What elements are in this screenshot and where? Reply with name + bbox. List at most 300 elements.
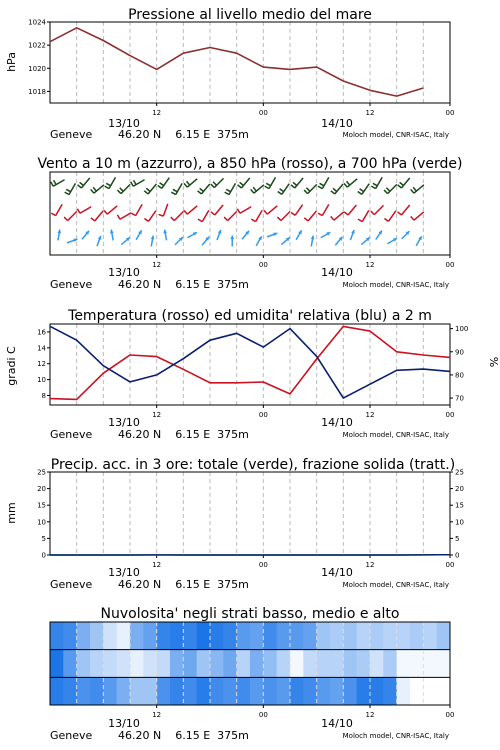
cloud-cell-medio xyxy=(357,650,371,678)
cloud-cell-alto xyxy=(410,622,424,650)
wind-barb-wind_700 xyxy=(384,184,397,193)
cloud-xtick-label: 12 xyxy=(365,711,375,719)
cloud-cell-alto xyxy=(103,622,117,650)
wind-barb-wind_850 xyxy=(237,207,251,214)
cloud-cell-alto xyxy=(303,622,317,650)
cloud-cell-basso xyxy=(290,677,304,705)
wind-barb-flag xyxy=(371,211,375,215)
cloud-cell-basso xyxy=(210,677,224,705)
wind-barb-wind_10m xyxy=(321,232,331,238)
wind-barb-shaft xyxy=(95,211,103,221)
temp-xtick-label: 00 xyxy=(258,411,268,419)
wind-barb-flag xyxy=(277,217,281,221)
wind-barb-wind_850 xyxy=(198,210,209,221)
wind-barb-shaft xyxy=(295,178,303,188)
humidity-line xyxy=(50,326,450,398)
wind-barb-wind_850 xyxy=(411,212,424,220)
wind-barb-wind_10m xyxy=(296,230,302,240)
cloud-cell-medio xyxy=(383,650,397,678)
cloud-title: Nuvolosita' negli strati basso, medio e alto xyxy=(100,606,400,622)
cloud-cell-alto xyxy=(223,622,237,650)
wind-barb-wind_700 xyxy=(91,185,104,193)
wind-barb-wind_700 xyxy=(344,179,357,187)
cloud-cell-medio xyxy=(103,650,117,678)
precip-xtick-label: 00 xyxy=(258,561,268,569)
wind-barb-shaft xyxy=(163,204,167,216)
wind-barb-flag xyxy=(291,212,295,215)
precip-ytick-label-right: 25 xyxy=(455,468,464,477)
wind-barb-shaft xyxy=(269,177,276,188)
precip-title: Precip. acc. in 3 ore: totale (verde), frazione solida (tratt.) xyxy=(50,457,456,473)
footer-temp xyxy=(50,416,449,441)
wind-barb-flag xyxy=(344,183,347,187)
model-credit: Moloch model, CNR-ISAC, Italy xyxy=(342,281,449,289)
precip-ytick-label-right: 20 xyxy=(455,485,464,494)
location-coords: 46.20 N 6.15 E 375m xyxy=(118,578,249,591)
wind-barb-wind_700 xyxy=(331,184,343,194)
wind-barb-flag xyxy=(51,213,55,216)
location-coords: 46.20 N 6.15 E 375m xyxy=(118,128,249,141)
wind-barb-flag xyxy=(160,183,164,186)
cloud-cell-alto xyxy=(157,622,171,650)
wind-barb-flag xyxy=(238,185,242,188)
cloud-cell-alto xyxy=(437,622,451,650)
cloud-cell-basso xyxy=(370,677,384,705)
location-name: Geneve xyxy=(50,578,93,591)
wind-barb-flag xyxy=(171,217,175,221)
cloud-cell-alto xyxy=(77,622,91,650)
precip-xtick-label: 00 xyxy=(445,561,455,569)
wind-barb-wind_850 xyxy=(277,211,290,220)
wind-barb-shaft xyxy=(362,184,369,195)
location-coords: 46.20 N 6.15 E 375m xyxy=(118,278,249,291)
wind-barb-wind_700 xyxy=(371,177,382,188)
cloud-cell-basso xyxy=(423,677,437,705)
cloud-cell-alto xyxy=(237,622,251,650)
date-label-2: 14/10 xyxy=(321,566,353,579)
wind-barb-flag xyxy=(211,184,215,188)
cloud-cell-basso xyxy=(303,677,317,705)
wind-barb-wind_850 xyxy=(398,205,410,215)
cloud-cell-medio xyxy=(370,650,384,678)
cloud-cell-medio xyxy=(77,650,91,678)
model-credit: Moloch model, CNR-ISAC, Italy xyxy=(342,431,449,439)
wind-barb-shaft xyxy=(120,213,131,220)
wind-barb-flag xyxy=(384,190,388,194)
wind-barb-wind_700 xyxy=(318,177,329,188)
wind-barb-flag xyxy=(331,216,334,220)
pressure-ytick-label: 1024 xyxy=(28,18,46,27)
wind-barb-wind_850 xyxy=(344,205,356,215)
wind-barb-wind_850 xyxy=(77,207,91,214)
cloud-cell-medio xyxy=(210,650,224,678)
wind-barb-flag xyxy=(331,191,335,194)
wind-barb-wind_10m xyxy=(67,239,77,243)
wind-barb-shaft xyxy=(80,207,91,214)
wind-barb-flag xyxy=(77,209,80,213)
cloud-cell-basso xyxy=(130,677,144,705)
wind-barb-shaft xyxy=(362,210,369,221)
wind-barb-shaft xyxy=(215,205,223,215)
cloud-cell-basso xyxy=(317,677,331,705)
wind-barb-flag xyxy=(64,217,68,221)
wind-barb-wind_10m xyxy=(110,230,114,241)
wind-barb-flag xyxy=(318,213,322,216)
wind-barb-shaft xyxy=(214,178,223,187)
cloud-xtick-label: 12 xyxy=(152,711,162,719)
wind-barb-wind_10m xyxy=(387,238,397,244)
cloud-cell-basso xyxy=(343,677,357,705)
pressure-xtick-label: 00 xyxy=(445,109,455,117)
pressure-frame xyxy=(50,22,450,103)
temp-ytick-label: 14 xyxy=(37,344,46,353)
wind-barb-wind_850 xyxy=(211,205,223,215)
model-credit: Moloch model, CNR-ISAC, Italy xyxy=(342,131,449,139)
wind-barb-flag xyxy=(131,213,135,216)
date-label-1: 13/10 xyxy=(108,266,140,279)
cloud-cell-medio xyxy=(170,650,184,678)
cloud-cell-alto xyxy=(317,622,331,650)
cloud-cell-alto xyxy=(130,622,144,650)
wind-barb-flag xyxy=(105,186,109,189)
cloud-cell-alto xyxy=(143,622,157,650)
temp-ytick-label: 8 xyxy=(41,391,46,400)
cloud-cell-basso xyxy=(50,677,64,705)
cloud-cell-basso xyxy=(117,677,131,705)
wind-barb-wind_700 xyxy=(171,183,182,194)
cloud-cell-alto xyxy=(170,622,184,650)
wind-barb-flag xyxy=(360,189,364,192)
wind-barb-flag xyxy=(106,183,110,186)
cloud-cell-medio xyxy=(343,650,357,678)
cloud-cell-alto xyxy=(370,622,384,650)
cloud-cell-basso xyxy=(170,677,184,705)
precip-ytick-label: 10 xyxy=(37,518,46,527)
pressure-ytick-label: 1020 xyxy=(28,64,46,73)
wind-barb-flag xyxy=(51,182,54,186)
cloud-cell-alto xyxy=(397,622,411,650)
wind-barb-flag xyxy=(347,181,350,185)
wind-barb-wind_850 xyxy=(104,206,117,214)
wind-barb-flag xyxy=(373,183,377,186)
cloud-cell-medio xyxy=(63,650,77,678)
wind-barb-flag xyxy=(320,183,324,186)
wind-barb-flag xyxy=(291,185,295,188)
wind-barb-wind_700 xyxy=(51,180,65,187)
cloud-cell-alto xyxy=(343,622,357,650)
wind-barb-wind_850 xyxy=(304,211,316,221)
cloud-cell-basso xyxy=(330,677,344,705)
wind-barb-wind_700 xyxy=(144,184,156,194)
wind-barb-flag xyxy=(184,183,187,187)
wind-barb-wind_700 xyxy=(117,184,130,193)
precip-xtick-label: 12 xyxy=(152,561,162,569)
pressure-xtick-label: 12 xyxy=(152,109,162,117)
wind-barb-wind_700 xyxy=(211,178,224,187)
wind-barb-shaft xyxy=(69,183,76,194)
wind-barb-shaft xyxy=(388,211,395,222)
wind-barb-wind_10m xyxy=(97,236,101,246)
cloud-cell-medio xyxy=(90,650,104,678)
cloud-cell-alto xyxy=(210,622,224,650)
cloud-cell-basso xyxy=(383,677,397,705)
wind-barb-wind_10m xyxy=(187,232,197,238)
wind-barb-shaft xyxy=(281,211,290,220)
wind-barb-wind_850 xyxy=(51,204,62,215)
wind-xtick-label: 00 xyxy=(258,261,268,269)
wind-barb-wind_10m xyxy=(242,231,249,239)
cloud-cell-basso xyxy=(90,677,104,705)
wind-barb-shaft xyxy=(414,212,424,220)
wind-barb-wind_850 xyxy=(291,205,303,216)
wind-barb-shaft xyxy=(109,177,116,188)
wind-barb-flag xyxy=(358,191,362,194)
wind-barb-shaft xyxy=(256,210,263,221)
wind-xtick-label: 12 xyxy=(365,261,375,269)
wind-barb-shaft xyxy=(174,211,183,220)
wind-barb-wind_700 xyxy=(225,183,236,194)
wind-barb-flag xyxy=(200,188,204,191)
precip-ytick-label: 0 xyxy=(41,551,46,560)
precip-ytick-label: 25 xyxy=(37,468,46,477)
wind-barb-flag xyxy=(117,190,121,194)
wind-barb-flag xyxy=(253,187,256,191)
wind-barb-flag xyxy=(144,191,148,194)
pressure-ytick-label: 1022 xyxy=(28,41,46,50)
wind-barb-shaft xyxy=(241,178,249,188)
wind-barb-shaft xyxy=(322,177,329,188)
date-label-2: 14/10 xyxy=(321,266,353,279)
wind-barb-shaft xyxy=(401,178,409,188)
model-credit: Moloch model, CNR-ISAC, Italy xyxy=(342,732,449,740)
wind-barb-wind_10m xyxy=(163,230,167,241)
wind-barb-flag xyxy=(278,191,282,194)
humidity-ytick-label-right: 70 xyxy=(455,394,464,403)
cloud-cell-medio xyxy=(303,650,317,678)
wind-barb-shaft xyxy=(295,205,302,216)
cloud-cell-alto xyxy=(277,622,291,650)
temp-ytick-label: 10 xyxy=(37,376,46,385)
wind-barb-flag xyxy=(144,218,148,221)
wind-barb-shaft xyxy=(240,207,251,214)
cloud-cell-medio xyxy=(330,650,344,678)
wind-barb-wind_10m xyxy=(151,236,155,247)
wind-barb-wind_10m xyxy=(350,230,354,240)
cloud-cell-medio xyxy=(130,650,144,678)
footer-pressure xyxy=(50,117,449,141)
cloud-cell-alto xyxy=(263,622,277,650)
wind-barb-flag xyxy=(411,216,414,220)
cloud-cell-medio xyxy=(277,650,291,678)
wind-barb-flag xyxy=(293,182,297,185)
cloud-cell-medio xyxy=(263,650,277,678)
wind-barb-flag xyxy=(344,212,348,215)
cloud-xtick-label: 00 xyxy=(445,711,455,719)
wind-barb-flag xyxy=(78,185,82,188)
cloud-cell-basso xyxy=(77,677,91,705)
cloud-cell-basso xyxy=(397,677,411,705)
humidity-ytick-label-right: 80 xyxy=(455,371,464,380)
date-label-1: 13/10 xyxy=(108,117,140,130)
wind-barb-wind_10m xyxy=(230,236,234,247)
wind-barb-flag xyxy=(120,188,124,192)
wind-barb-wind_700 xyxy=(198,184,210,194)
wind-barb-flag xyxy=(384,218,388,221)
wind-barb-wind_700 xyxy=(265,177,276,188)
cloud-cell-alto xyxy=(330,622,344,650)
wind-barb-wind_10m xyxy=(416,236,422,246)
cloud-cell-medio xyxy=(143,650,157,678)
location-name: Geneve xyxy=(50,278,93,291)
humidity-ytick-label-right: 100 xyxy=(455,325,469,334)
cloud-cell-alto xyxy=(250,622,264,650)
wind-barb-flag xyxy=(226,189,230,192)
wind-barb-wind_10m xyxy=(267,233,277,237)
wind-barb-shaft xyxy=(81,178,89,188)
temp-xtick-label: 00 xyxy=(445,411,455,419)
cloud-xtick-label: 00 xyxy=(258,711,268,719)
cloud-cell-medio xyxy=(397,650,411,678)
cloud-cell-basso xyxy=(410,677,424,705)
wind-barb-wind_700 xyxy=(238,178,250,188)
temp-ylabel: gradi C xyxy=(5,346,18,386)
pressure-plot xyxy=(28,19,454,118)
cloud-cell-alto xyxy=(117,622,131,650)
wind-barb-wind_10m xyxy=(256,236,262,246)
temp-xtick-label: 12 xyxy=(365,411,375,419)
wind-barb-flag xyxy=(386,188,390,192)
precip-ytick-label-right: 5 xyxy=(455,534,460,543)
wind-barb-wind_850 xyxy=(159,204,168,216)
wind-barb-flag xyxy=(131,182,134,186)
wind-barb-flag xyxy=(184,210,187,214)
wind-barb-shaft xyxy=(228,211,237,220)
wind-barb-shaft xyxy=(136,204,143,215)
cloud-cell-alto xyxy=(197,622,211,650)
pressure-ytick-label: 1018 xyxy=(28,87,46,96)
wind-barb-wind_700 xyxy=(251,185,264,193)
wind-barb-flag xyxy=(117,215,120,219)
humidity-ytick-label-right: 90 xyxy=(455,348,464,357)
wind-arrow-head xyxy=(230,236,234,240)
location-name: Geneve xyxy=(50,428,93,441)
footer-clouds xyxy=(50,717,449,742)
precip-xtick-label: 12 xyxy=(365,561,375,569)
location-name: Geneve xyxy=(50,729,93,742)
wind-barb-flag xyxy=(211,212,215,215)
wind-barb-flag xyxy=(173,189,177,192)
date-label-1: 13/10 xyxy=(108,566,140,579)
wind-barb-wind_10m xyxy=(57,230,61,241)
wind-barb-wind_10m xyxy=(217,230,221,240)
wind-barb-flag xyxy=(264,210,267,214)
cloud-cell-medio xyxy=(290,650,304,678)
precip-ytick-label: 20 xyxy=(37,485,46,494)
wind-barb-flag xyxy=(91,189,94,193)
precip-ytick-label-right: 0 xyxy=(455,551,460,560)
temperature-line xyxy=(50,326,450,399)
wind-barb-flag xyxy=(104,210,107,214)
wind-barb-flag xyxy=(93,187,96,191)
wind-barb-shaft xyxy=(187,206,197,214)
wind-barb-wind_700 xyxy=(358,184,370,195)
pressure-xtick-label: 12 xyxy=(365,109,375,117)
wind-barb-shaft xyxy=(201,184,209,194)
wind-barb-wind_850 xyxy=(91,211,103,221)
wind-barb-wind_10m xyxy=(281,237,289,244)
wind-barb-wind_850 xyxy=(131,204,142,215)
wind-barb-wind_10m xyxy=(175,237,183,245)
wind-barb-flag xyxy=(91,218,95,221)
wind-barb-flag xyxy=(213,182,217,186)
cloud-cell-basso xyxy=(437,677,451,705)
cloud-cell-alto xyxy=(357,622,371,650)
temp-frame xyxy=(50,324,450,405)
cloud-cell-basso xyxy=(237,677,251,705)
wind-barb-flag xyxy=(198,191,202,194)
wind-barb-wind_850 xyxy=(318,204,329,215)
cloud-cell-medio xyxy=(117,650,131,678)
cloud-cell-basso xyxy=(103,677,117,705)
wind-barb-flag xyxy=(240,182,244,185)
cloud-cell-basso xyxy=(250,677,264,705)
wind-barb-shaft xyxy=(68,211,77,220)
wind-barb-shaft xyxy=(176,183,183,194)
wind-barb-flag xyxy=(411,189,414,193)
wind-barb-flag xyxy=(171,192,175,195)
cloud-cell-alto xyxy=(423,622,437,650)
precip-ytick-label-right: 15 xyxy=(455,501,464,510)
pressure-title: Pressione al livello medio del mare xyxy=(128,7,372,23)
wind-barb-shaft xyxy=(148,184,156,194)
wind-barb-flag xyxy=(158,185,162,188)
precip-ylabel: mm xyxy=(5,502,18,524)
wind-barb-wind_700 xyxy=(65,183,76,194)
wind-barb-shaft xyxy=(374,205,383,214)
wind-barb-wind_10m xyxy=(82,231,89,239)
date-label-2: 14/10 xyxy=(321,717,353,730)
wind-barb-flag xyxy=(251,189,254,193)
wind-barb-shaft xyxy=(162,178,169,189)
wind-barb-wind_10m xyxy=(136,230,142,240)
wind-barb-wind_700 xyxy=(184,179,197,187)
cloud-cell-basso xyxy=(63,677,77,705)
wind-barb-wind_700 xyxy=(411,185,424,193)
pressure-xtick-label: 00 xyxy=(258,109,268,117)
humidity-ylabel: % xyxy=(487,356,500,368)
wind-barb-flag xyxy=(225,192,229,195)
location-name: Geneve xyxy=(50,128,93,141)
wind-barb-shaft xyxy=(56,204,63,215)
wind-barb-shaft xyxy=(308,184,317,193)
wind-barb-wind_10m xyxy=(402,231,410,239)
wind-barb-shaft xyxy=(229,183,236,194)
wind-barb-flag xyxy=(159,214,164,216)
wind-barb-flag xyxy=(333,188,337,191)
wind-barb-shaft xyxy=(148,211,155,222)
location-coords: 46.20 N 6.15 E 375m xyxy=(118,428,249,441)
wind-barb-shaft xyxy=(308,211,316,221)
cloud-cell-medio xyxy=(237,650,251,678)
cloud-cell-alto xyxy=(90,622,104,650)
cloud-cell-medio xyxy=(250,650,264,678)
precip-frame xyxy=(50,472,450,555)
cloud-cell-basso xyxy=(157,677,171,705)
wind-barb-wind_850 xyxy=(171,211,184,220)
wind-barb-wind_700 xyxy=(158,178,170,189)
temp-title: Temperatura (rosso) ed umidita' relativa (blu) a 2 m xyxy=(68,308,432,324)
wind-xtick-label: 00 xyxy=(445,261,455,269)
